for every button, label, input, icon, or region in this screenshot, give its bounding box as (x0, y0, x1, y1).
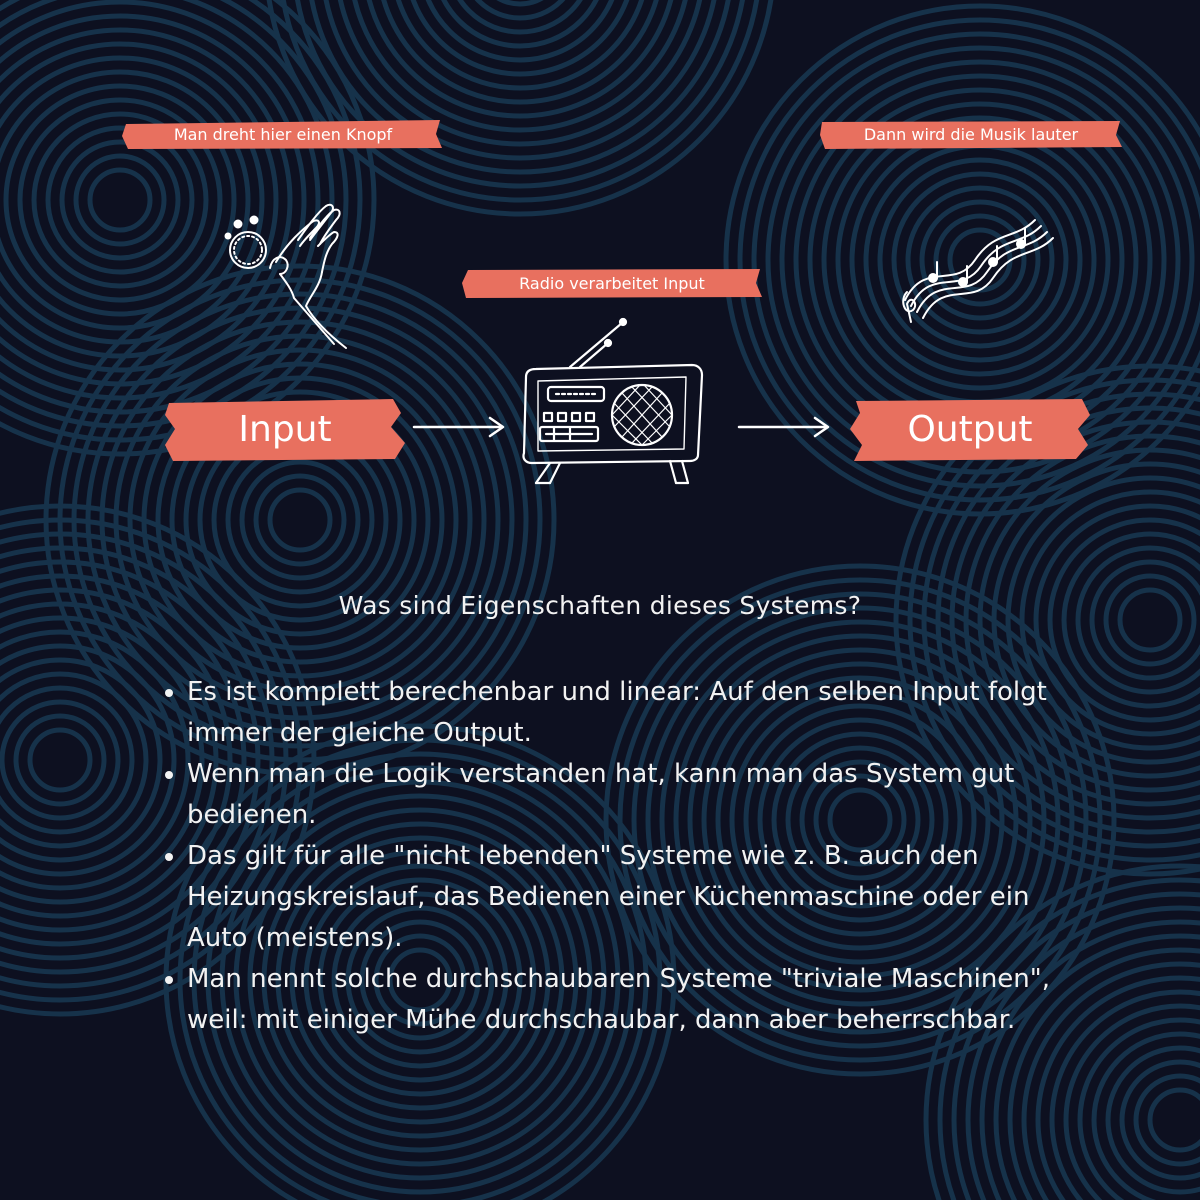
arrow-right-icon (735, 412, 835, 442)
output-label: Output (850, 393, 1090, 465)
radio-icon (510, 315, 720, 490)
knob-caption: Man dreht hier einen Knopf (122, 116, 444, 152)
input-label: Input (165, 393, 405, 465)
question-heading: Was sind Eigenschaften dieses Systems? (338, 591, 862, 620)
music-caption: Dann wird die Musik lauter (820, 116, 1122, 152)
properties-list (158, 672, 1087, 1041)
list-item: • Es ist komplett berechenbar und linear: Auf den selben Input folgt immer der gleiche Output. (187, 672, 1087, 754)
music-notes-icon (885, 200, 1055, 330)
list-item: • Wenn man die Logik verstanden hat, kann man das System gut bedienen. (187, 754, 1087, 836)
knob-hand-icon (210, 190, 380, 355)
list-item: • Man nennt solche durchschaubaren Systeme "triviale Maschinen", weil: mit einiger Mühe durchschaubar, dann aber beherrschbar. (187, 959, 1087, 1041)
list-item: • Das gilt für alle "nicht lebenden" Systeme wie z. B. auch den Heizungskreislauf, das Bedienen einer Küchenmaschine oder ein Auto (meistens). (187, 836, 1087, 959)
radio-caption: Radio verarbeitet Input (462, 266, 762, 300)
arrow-right-icon (410, 412, 510, 442)
